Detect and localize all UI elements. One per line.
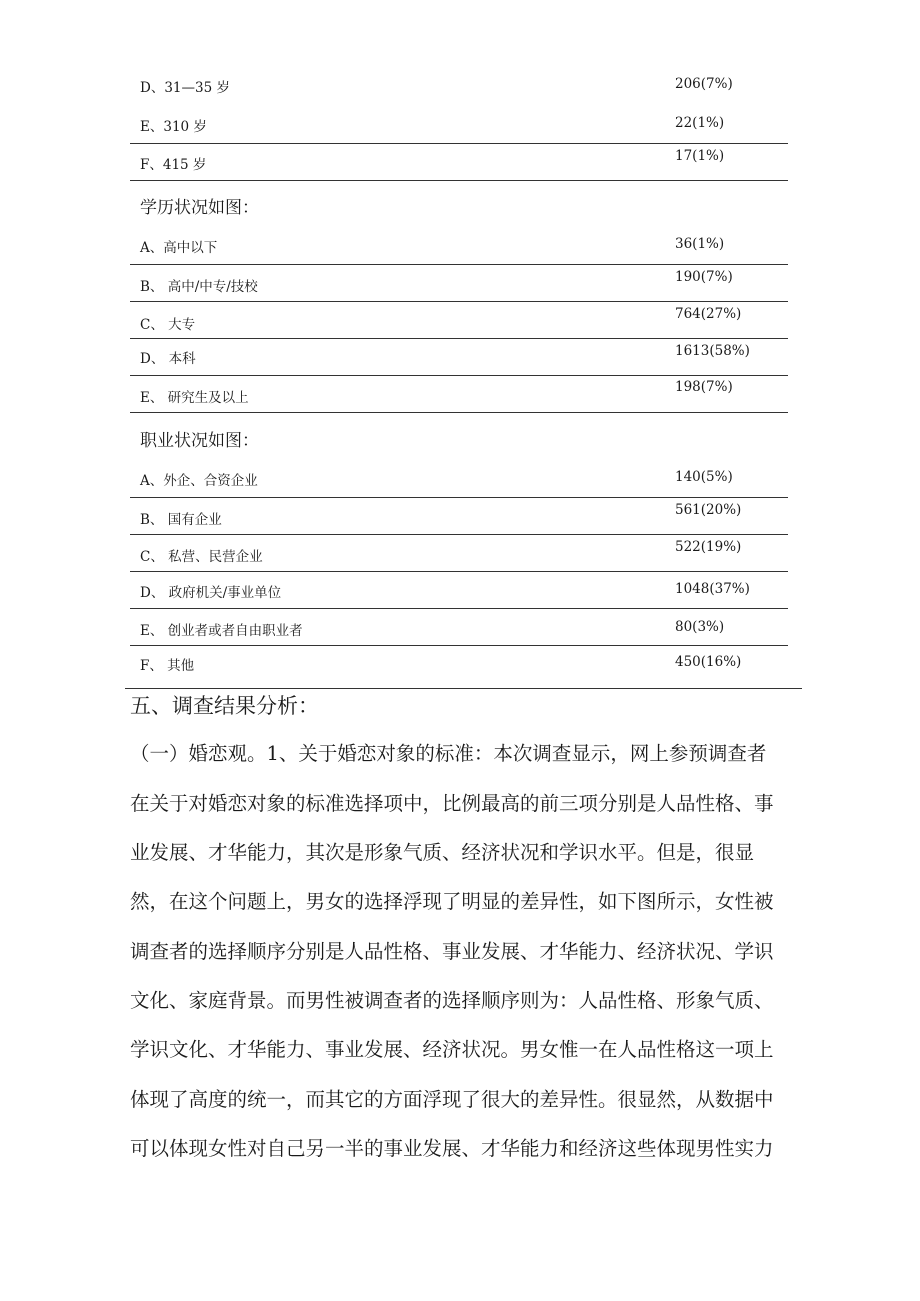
row-value: 198(7%) [675,379,733,395]
row-value: 17(1%) [675,148,725,164]
row-label: D、31—35 岁 [140,80,230,96]
row-value: 764(27%) [675,306,742,322]
row-label: C、 大专 [140,317,196,333]
row-value: 190(7%) [675,269,733,285]
row-label: A、外企、合资企业 [140,473,258,489]
paragraph-line: 体现了高度的统一，而其它的方面浮现了很大的差异性。很显然，从数据中 [130,1088,774,1111]
paragraph-line: （一）婚恋观。1、关于婚恋对象的标准：本次调查显示，网上参预调查者 [130,742,767,765]
paragraph-line: 调查者的选择顺序分别是人品性格、事业发展、才华能力、经济状况、学识 [130,940,774,963]
table-divider [130,264,788,265]
table-divider [130,608,788,609]
table-divider [130,180,788,181]
row-value: 522(19%) [675,539,742,555]
row-value: 80(3%) [675,619,725,635]
table-divider [130,571,788,572]
row-label: D、 政府机关/事业单位 [140,585,282,601]
paragraph-line: 学识文化、才华能力、事业发展、经济状况。男女惟一在人品性格这一项上 [130,1038,774,1061]
row-value: 22(1%) [675,115,725,131]
analysis-title: 五、调查结果分析： [130,694,319,718]
paragraph-line: 业发展、才华能力，其次是形象气质、经济状况和学识水平。但是，很显 [130,841,755,864]
row-label: F、 其他 [140,658,195,674]
row-value: 36(1%) [675,236,725,252]
row-value: 1613(58%) [675,343,750,359]
table-divider [125,688,802,689]
row-value: 140(5%) [675,469,733,485]
paragraph-line: 在关于对婚恋对象的标准选择项中，比例最高的前三项分别是人品性格、事 [130,792,774,815]
occupation-heading: 职业状况如图： [140,431,259,451]
row-label: D、 本科 [140,351,196,367]
education-heading: 学历状况如图： [140,198,259,218]
row-value: 450(16%) [675,654,742,670]
table-divider [130,375,788,376]
table-divider [130,301,788,302]
row-label: E、310 岁 [140,119,207,135]
row-value: 561(20%) [675,502,742,518]
table-divider [130,143,788,144]
row-label: C、 私营、民营企业 [140,549,263,565]
row-label: E、 创业者或者自由职业者 [140,623,303,639]
paragraph-line: 然，在这个问题上，男女的选择浮现了明显的差异性，如下图所示，女性被 [130,890,774,913]
table-divider [130,645,788,646]
paragraph-line: 文化、家庭背景。而男性被调查者的选择顺序则为：人品性格、形象气质、 [130,989,774,1012]
row-label: A、高中以下 [140,240,218,256]
row-label: F、415 岁 [140,157,207,173]
table-divider [130,412,788,413]
row-value: 206(7%) [675,76,733,92]
table-divider [130,534,788,535]
table-divider [130,338,788,339]
paragraph-line: 可以体现女性对自己另一半的事业发展、才华能力和经济这些体现男性实力 [130,1137,774,1160]
row-label: B、 高中/中专/技校 [140,279,258,295]
row-label: B、 国有企业 [140,512,222,528]
table-divider [130,497,788,498]
row-value: 1048(37%) [675,581,750,597]
row-label: E、 研究生及以上 [140,390,249,406]
